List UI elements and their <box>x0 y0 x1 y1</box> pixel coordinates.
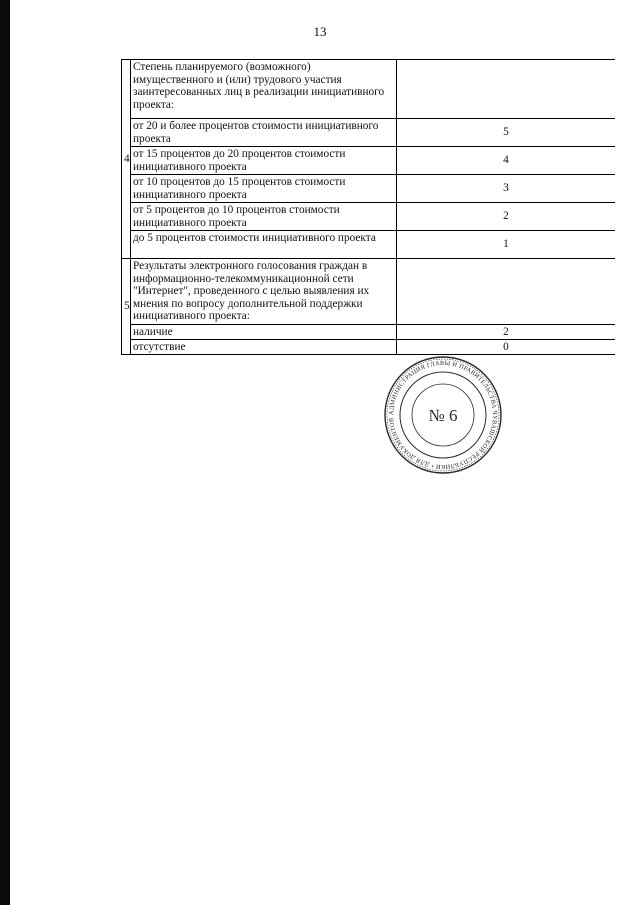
table-row <box>122 60 616 119</box>
score-cell-empty <box>397 60 616 119</box>
option-label: до 5 процентов стоимости инициативного проекта <box>131 231 397 259</box>
seal-center-text: № 6 <box>428 406 458 425</box>
official-seal <box>373 355 513 475</box>
option-label: от 15 процентов до 20 процентов стоимости инициативного проекта <box>131 147 397 175</box>
table-row <box>122 147 616 175</box>
criteria-table <box>121 59 615 355</box>
table-row <box>122 339 616 354</box>
option-label: от 10 процентов до 15 процентов стоимости инициативного проекта <box>131 175 397 203</box>
option-score: 4 <box>397 147 616 175</box>
seal-ring-text: АДМИНИСТРАЦИЯ ГЛАВЫ И ПРАВИТЕЛЬСТВА ЧУВАШСКОЙ РЕСПУБЛИКИ • ДЛЯ ДОКУМЕНТОВ <box>387 359 499 471</box>
option-label: наличие <box>131 324 397 339</box>
criterion-title: Степень планируемого (возможного) имущественного и (или) трудового участия заинтересованных лиц в реализации инициативного проекта: <box>131 60 397 119</box>
criterion-number: 5 <box>122 259 131 355</box>
table-row <box>122 175 616 203</box>
criterion-number: 4 <box>122 60 131 259</box>
option-label: отсутствие <box>131 339 397 354</box>
scan-left-edge <box>0 0 10 905</box>
option-score: 2 <box>397 203 616 231</box>
option-score: 1 <box>397 231 616 259</box>
option-score: 3 <box>397 175 616 203</box>
table-row <box>122 203 616 231</box>
option-score: 0 <box>397 339 616 354</box>
score-cell-empty <box>397 259 616 325</box>
option-score: 5 <box>397 119 616 147</box>
option-label: от 5 процентов до 10 процентов стоимости инициативного проекта <box>131 203 397 231</box>
criterion-title: Результаты электронного голосования граждан в информационно-телекоммуникационной сети "Интернет", проведенного с целью выявления их мнения по вопросу дополнительной поддержки инициативного проекта: <box>131 259 397 325</box>
table-row <box>122 324 616 339</box>
option-score: 2 <box>397 324 616 339</box>
table-row <box>122 259 616 325</box>
table-row <box>122 231 616 259</box>
table-row <box>122 119 616 147</box>
option-label: от 20 и более процентов стоимости инициативного проекта <box>131 119 397 147</box>
page-number: 13 <box>313 24 327 39</box>
